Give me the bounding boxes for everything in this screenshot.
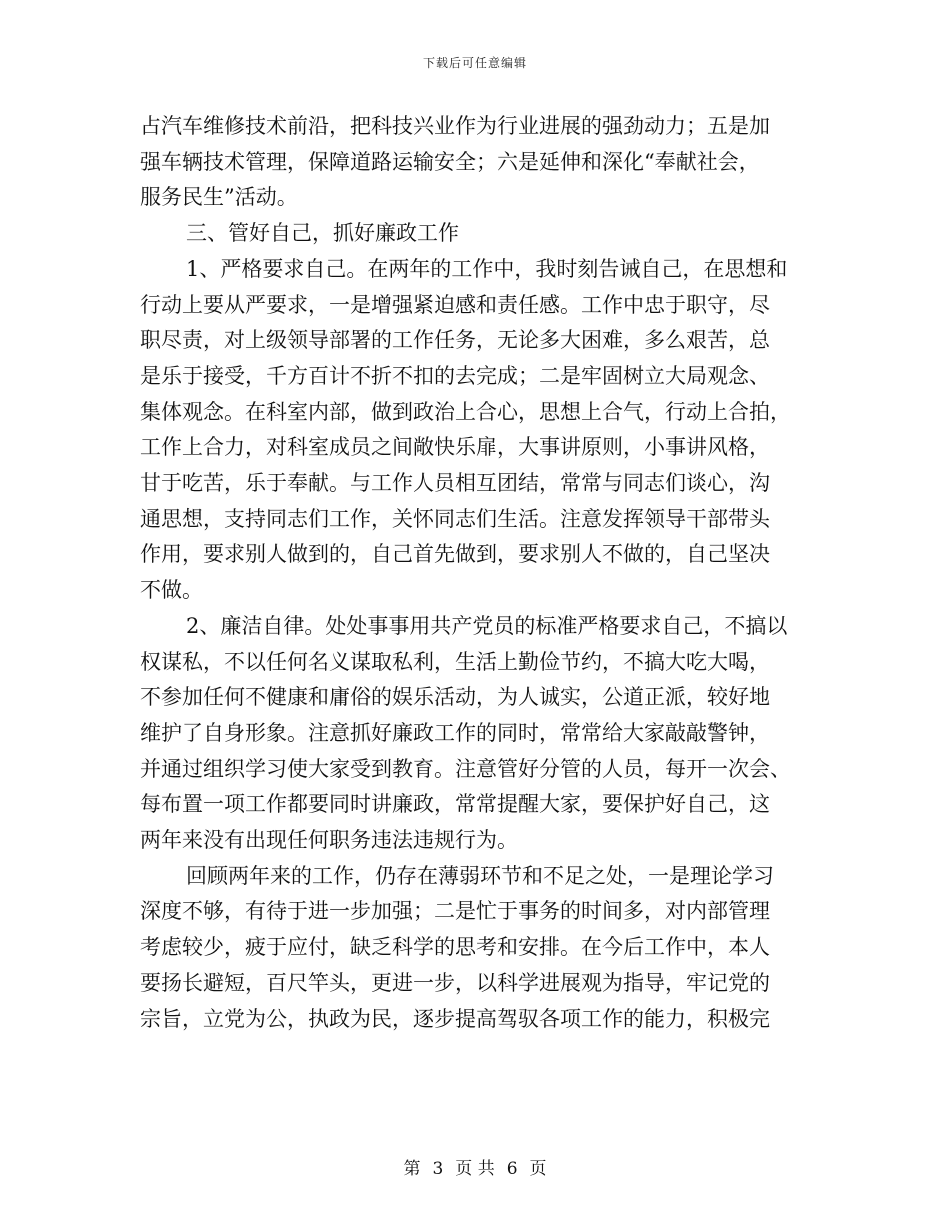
footer-current-page: 3 — [432, 1159, 444, 1179]
text-line: 是乐于接受，千方百计不折不扣的去完成；二是牢固树立大局观念、 — [140, 363, 770, 388]
text-line: 每布置一项工作都要同时讲廉政，常常提醒大家，要保护好自己，这 — [140, 792, 770, 817]
text-line: 集体观念。在科室内部，做到政治上合心，思想上合气，行动上合拍， — [140, 399, 791, 424]
text-line: 不做。 — [140, 578, 203, 603]
text-line: 维护了自身形象。注意抓好廉政工作的同时，常常给大家敲敲警钟， — [140, 720, 770, 745]
text-line: 行动上要从严要求，一是增强紧迫感和责任感。工作中忠于职守，尽 — [140, 292, 770, 317]
text-line: 三、管好自己，抓好廉政工作 — [186, 221, 459, 246]
text-line: 作用，要求别人做到的，自己首先做到，要求别人不做的，自己坚决 — [140, 542, 770, 567]
text-line: 1、严格要求自己。在两年的工作中，我时刻告诫自己，在思想和 — [186, 256, 788, 281]
text-line: 两年来没有出现任何职务违法违规行为。 — [140, 828, 518, 853]
footer-prefix: 第 — [403, 1159, 421, 1179]
text-line: 并通过组织学习使大家受到教育。注意管好分管的人员，每开一次会、 — [140, 756, 791, 781]
text-line: 权谋私，不以任何名义谋取私利，生活上勤俭节约，不搞大吃大喝， — [140, 649, 770, 674]
text-line: 宗旨，立党为公，执政为民，逐步提高驾驭各项工作的能力，积极完 — [140, 1006, 770, 1031]
page-footer — [0, 1154, 950, 1179]
text-line: 深度不够，有待于进一步加强；二是忙于事务的时间多，对内部管理 — [140, 899, 770, 924]
footer-middle: 页 共 — [455, 1159, 495, 1179]
text-line: 占汽车维修技术前沿，把科技兴业作为行业进展的强劲动力；五是加 — [140, 114, 770, 138]
footer-total-pages: 6 — [506, 1159, 518, 1179]
text-line: 甘于吃苦，乐于奉献。与工作人员相互团结，常常与同志们谈心，沟 — [140, 471, 770, 496]
page-header: 下载后可任意编辑 — [422, 56, 527, 70]
text-line: 服务民生”活动。 — [140, 185, 298, 210]
text-line: 通思想，支持同志们工作，关怀同志们生活。注意发挥领导干部带头 — [140, 506, 770, 531]
text-line: 不参加任何不健康和庸俗的娱乐活动，为人诚实，公道正派，较好地 — [140, 685, 770, 710]
text-line: 要扬长避短，百尺竿头，更进一步，以科学进展观为指导，牢记党的 — [140, 970, 770, 995]
text-line: 2、廉洁自律。处处事事用共产党员的标准严格要求自己，不搞以 — [186, 613, 788, 638]
text-line: 强车辆技术管理，保障道路运输安全；六是延伸和深化“奉献社会， — [140, 149, 760, 174]
text-line: 回顾两年来的工作，仍存在薄弱环节和不足之处，一是理论学习 — [186, 863, 774, 888]
footer-suffix: 页 — [529, 1159, 547, 1179]
text-line: 职尽责，对上级领导部署的工作任务，无论多大困难，多么艰苦，总 — [140, 328, 770, 353]
text-line: 考虑较少，疲于应付，缺乏科学的思考和安排。在今后工作中，本人 — [140, 935, 770, 960]
text-line: 工作上合力，对科室成员之间敞快乐扉，大事讲原则，小事讲风格， — [140, 435, 770, 460]
document-body — [140, 109, 812, 1037]
